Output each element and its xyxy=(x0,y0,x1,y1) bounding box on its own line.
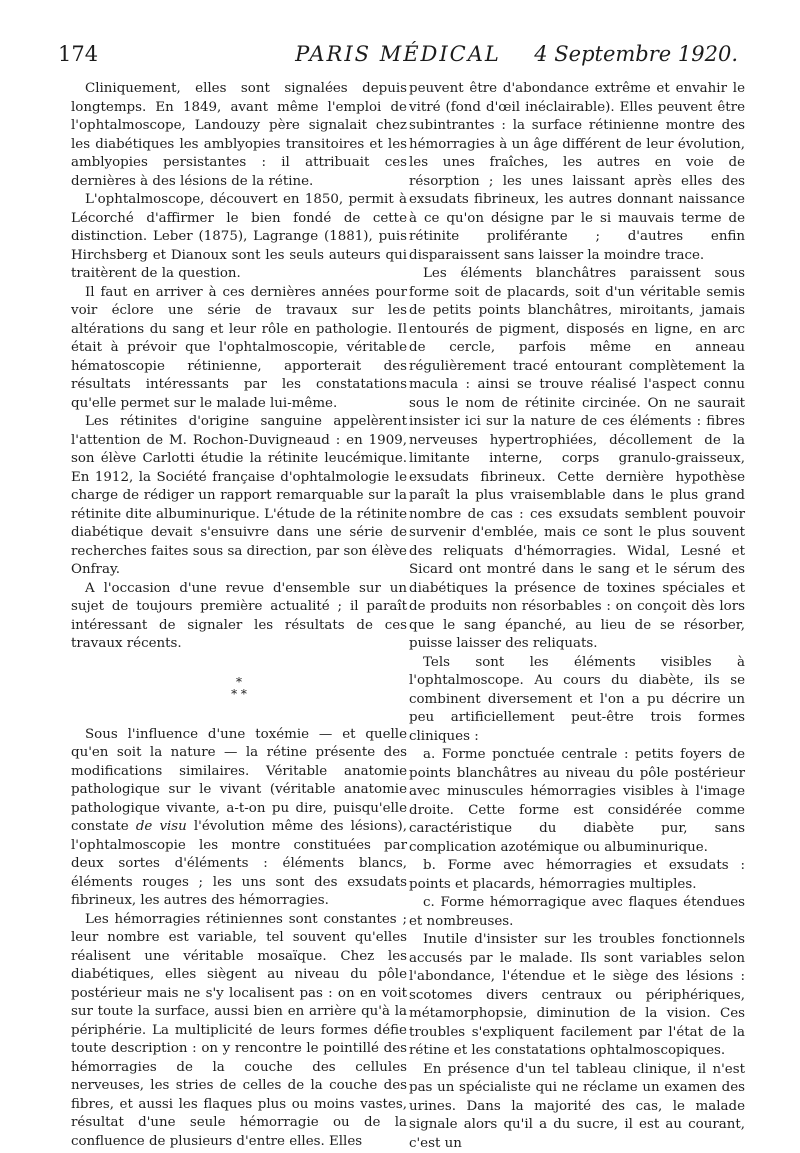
text-run: Sous l'influence d'une toxémie — et quelle qu'en soit la nature — la rétine présente des modifications similaires. Véritable anatomie pathologique sur le vivant (véritable anatomie pathologique vivante, a-t-on pu dire, puisqu'elle constate xyxy=(71,727,407,835)
separator-star-top: * xyxy=(71,676,407,688)
text-run: l'évolution même des lésions), l'ophtalmoscopie les montre constituées par deux sortes d'éléments : éléments blancs, éléments rouges ; les uns sont des exsudats fibrineux, les autres des hémorragies. xyxy=(71,819,407,908)
page-number: 174 xyxy=(58,42,98,66)
paragraph: c. Forme hémorragique avec flaques étendues et nombreuses. xyxy=(409,894,745,931)
paragraph: A l'occasion d'une revue d'ensemble sur un sujet de toujours première actualité ; il paraît intéressant de signaler les résultats de ces travaux récents. xyxy=(71,580,407,654)
paragraph: En présence d'un tel tableau clinique, il n'est pas un spécialiste qui ne réclame un examen des urines. Dans la majorité des cas, le malade signale alors qu'il a du sucre, il est au courant, c'est un xyxy=(409,1061,745,1153)
paragraph: Les hémorragies rétiniennes sont constantes ; leur nombre est variable, tel souvent qu'elles réalisent une véritable mosaïque. Chez les diabétiques, elles siègent au niveau du pôle postérieur mais ne s'y localisent pas : on en voit sur toute la surface, aussi bien en arrière qu'à la périphérie. La multiplicité de leurs formes défie toute description : on y rencontre le pointillé des hémorragies de la couche des cellules nerveuses, les stries de celles de la couche des fibres, et aussi les flaques plus ou moins vastes, résultat d'une seule hémorragie ou de la confluence de plusieurs d'entre elles. Elles xyxy=(71,911,407,1152)
paragraph: b. Forme avec hémorragies et exsudats : points et placards, hémorragies multiples. xyxy=(409,857,745,894)
italic-text: de visu xyxy=(136,819,187,834)
paragraph xyxy=(71,726,407,911)
left-column xyxy=(71,80,407,1151)
running-title: PARIS MÉDICAL xyxy=(58,42,738,66)
paragraph: a. Forme ponctuée centrale : petits foyers de points blanchâtres au niveau du pôle postérieur avec minuscules hémorragies visibles à l'image droite. Cette forme est considérée comme caractéristique du diabète pur, sans complication azotémique ou albuminurique. xyxy=(409,746,745,857)
right-column xyxy=(409,80,745,1153)
paragraph: Cliniquement, elles sont signalées depuis longtemps. En 1849, avant même l'emploi de l'ophtalmoscope, Landouzy père signalait chez les diabétiques les amblyopies transitoires et les amblyopies persistantes : il attribuait ces dernières à des lésions de la rétine. xyxy=(71,80,407,191)
issue-date: 4 Septembre 1920. xyxy=(534,42,738,66)
section-separator xyxy=(71,676,407,700)
paragraph: Les rétinites d'origine sanguine appelèrent l'attention de M. Rochon-Duvigneaud : en 1909, son élève Carlotti étudie la rétinite leucémique. En 1912, la Société française d'ophtalmologie le charge de rédiger un rapport remarquable sur la rétinite dite albuminurique. L'étude de la rétinite diabétique devait s'ensuivre dans une série de recherches faites sous sa direction, par son élève Onfray. xyxy=(71,413,407,580)
separator-stars-bottom: * * xyxy=(71,688,407,700)
paragraph: Tels sont les éléments visibles à l'ophtalmoscope. Au cours du diabète, ils se combinent diversement et l'on a pu décrire un peu artificiellement peut-être trois formes cliniques : xyxy=(409,654,745,747)
paragraph: Les éléments blanchâtres paraissent sous forme soit de placards, soit d'un véritable semis de petits points blanchâtres, miroitants, jamais entourés de pigment, disposés en ligne, en arc de cercle, parfois même en anneau régulièrement tracé entourant complètement la macula : ainsi se trouve réalisé l'aspect connu sous le nom de rétinite circinée. On ne saurait insister ici sur la nature de ces éléments : fibres nerveuses hypertrophiées, décollement de la limitante interne, corps granulo-graisseux, exsudats fibrineux. Cette dernière hypothèse paraît la plus vraisemblable dans le plus grand nombre de cas : ces exsudats semblent pouvoir survenir d'emblée, mais ce sont le plus souvent des reliquats d'hémorragies. Widal, Lesné et Sicard ont montré dans le sang et le sérum des diabétiques la présence de toxines spéciales et de produits non résorbables : on conçoit dès lors que le sang épanché, au lieu de se résorber, puisse laisser des reliquats. xyxy=(409,265,745,654)
paragraph: peuvent être d'abondance extrême et envahir le vitré (fond d'œil inéclairable). Elles peuvent être subintrantes : la surface rétinienne montre des hémorragies à un âge différent de leur évolution, les unes fraîches, les autres en voie de résorption ; les unes laissant après elles des exsudats fibrineux, les autres donnant naissance à ce qu'on désigne par le si mauvais terme de rétinite proliférante ; d'autres enfin disparaissent sans laisser la moindre trace. xyxy=(409,80,745,265)
page-header xyxy=(58,42,738,72)
paragraph: Il faut en arriver à ces dernières années pour voir éclore une série de travaux sur les altérations du sang et leur rôle en pathologie. Il était à prévoir que l'ophtalmoscopie, véritable hématoscopie rétinienne, apporterait des résultats intéressants par les constatations qu'elle permet sur le malade lui-même. xyxy=(71,284,407,414)
paragraph: Inutile d'insister sur les troubles fonctionnels accusés par le malade. Ils sont variables selon l'abondance, l'étendue et le siège des lésions : scotomes divers centraux ou périphériques, métamorphopsie, diminution de la vision. Ces troubles s'expliquent facilement par l'état de la rétine et les constatations ophtalmoscopiques. xyxy=(409,931,745,1061)
paragraph: L'ophtalmoscope, découvert en 1850, permit à Lécorché d'affirmer le bien fondé de cette distinction. Leber (1875), Lagrange (1881), puis Hirchsberg et Dianoux sont les seuls auteurs qui traitèrent de la question. xyxy=(71,191,407,284)
